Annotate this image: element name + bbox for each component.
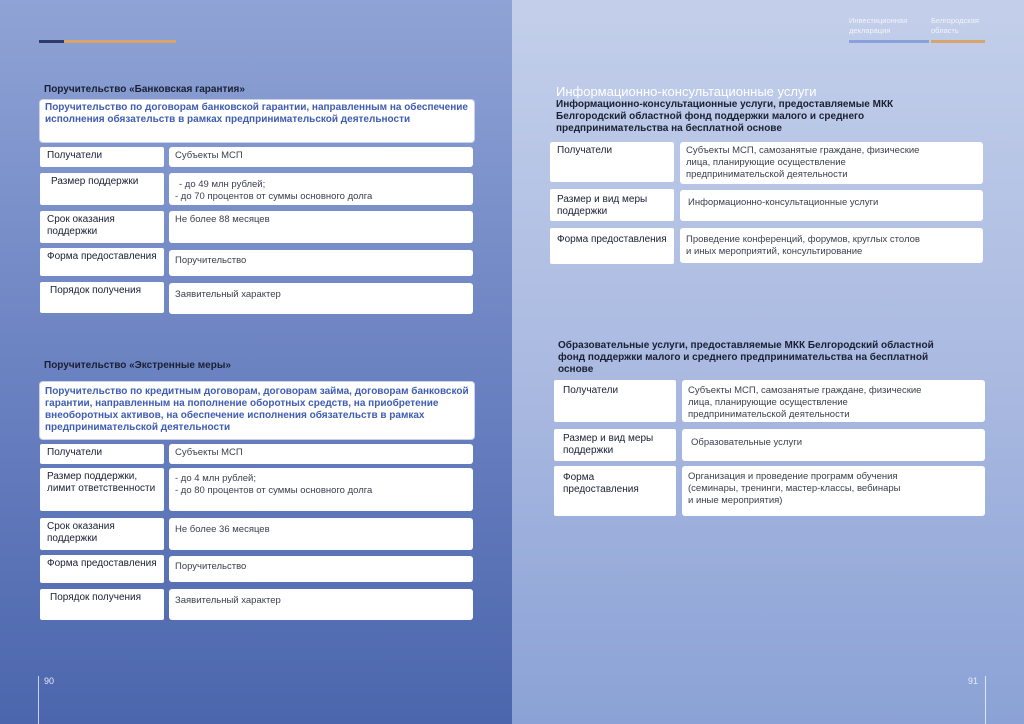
row-value: Субъекты МСП [169,444,473,464]
top-accent-line [39,40,176,43]
row-label: Порядок получения [40,589,164,620]
row-label: Размер и вид меры поддержки [550,189,674,221]
header-crumb-region: Белгородская область [931,16,979,35]
row-value: Субъекты МСП [169,147,473,167]
page-title: Информационно-консультационные услуги [556,84,817,99]
row-value: Поручительство [169,556,473,582]
page-number-rule [985,676,986,724]
row-value: Заявительный характер [169,589,473,620]
row-label: Срок оказания поддержки [40,211,164,243]
row-label: Форма предоставления [40,248,164,276]
row-value: Не более 88 месяцев [169,211,473,243]
header-line-orange [931,40,985,43]
row-label: Порядок получения [40,282,164,313]
section-intro: Поручительство по кредитным договорам, договорам займа, договорам банковской гарантии, направленным на пополнение оборотных средств, на приобретение внеоборотных активов, на обеспечение исполнения обязательств в рамках предпринимательской деятельности [40,382,474,439]
row-label: Размер поддержки, лимит ответственности [40,468,164,511]
row-value: Информационно-консультационные услуги [680,190,983,221]
row-value: Субъекты МСП, самозанятые граждане, физические лица, планирующие осуществление предпринимательской деятельности [682,380,985,422]
row-label: Получатели [550,142,674,182]
right-page [512,0,1024,724]
row-value: Субъекты МСП, самозанятые граждане, физические лица, планирующие осуществление предпринимательской деятельности [680,142,983,184]
row-value: Не более 36 месяцев [169,518,473,550]
section-title: Образовательные услуги, предоставляемые МКК Белгородский областной фонд поддержки малого и среднего предпринимательства на бесплатной основе [558,340,934,375]
section-title: Поручительство «Банковская гарантия» [44,84,245,95]
row-value: - до 49 млн рублей; - до 70 процентов от суммы основного долга [169,173,473,205]
section-title: Поручительство «Экстренные меры» [44,360,231,371]
row-label: Получатели [40,444,164,464]
row-label: Размер поддержки [40,173,164,205]
header-line-blue [849,40,929,43]
row-label: Размер и вид меры поддержки [554,429,676,461]
page-number-rule [38,676,39,724]
row-label: Срок оказания поддержки [40,518,164,550]
row-label: Форма предоставления [554,466,676,516]
section-intro: Поручительство по договорам банковской гарантии, направленным на обеспечение исполнения обязательств в рамках предпринимательской деятельности [40,100,474,142]
row-label: Получатели [554,380,676,422]
section-title: Информационно-консультационные услуги, предоставляемые МКК Белгородский областной фонд поддержки малого и среднего предпринимательства на бесплатной основе [556,99,894,134]
page-number: 90 [44,676,55,686]
row-value: - до 4 млн рублей; - до 80 процентов от суммы основного долга [169,468,473,511]
row-value: Организация и проведение программ обучения (семинары, тренинги, мастер-классы, вебинары и иные мероприятия) [682,466,985,516]
row-label: Форма предоставления [40,555,164,583]
row-value: Проведение конференций, форумов, круглых столов и иных мероприятий, консультирование [680,228,983,263]
row-value: Образовательные услуги [682,429,985,461]
row-label: Получатели [40,147,164,167]
header-crumb-declaration: Инвестиционная декларация [849,16,908,35]
page-number: 91 [968,676,979,686]
row-value: Поручительство [169,250,473,276]
row-label: Форма предоставления [550,228,674,264]
row-value: Заявительный характер [169,283,473,314]
